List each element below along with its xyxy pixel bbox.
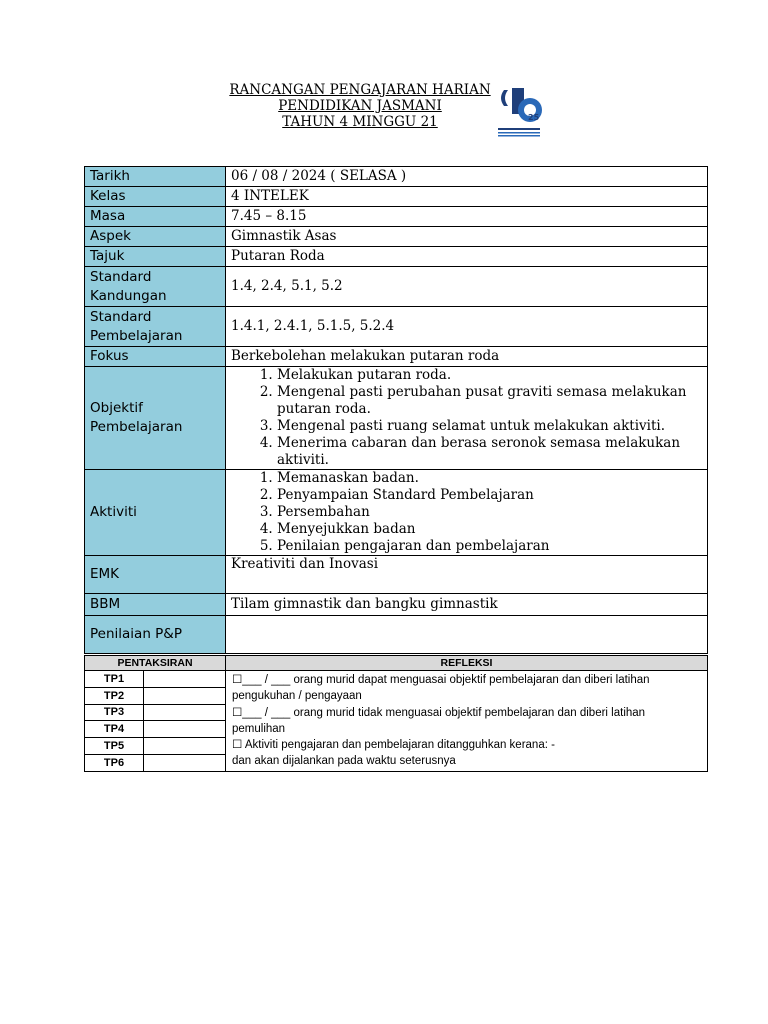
- value-standard-pembelajaran: 1.4.1, 2.4.1, 5.1.5, 5.2.4: [226, 307, 708, 347]
- tp-level: TP1: [85, 671, 144, 688]
- label-standard-pembelajaran-line1: Standard: [90, 308, 152, 325]
- label-aspek: Aspek: [85, 227, 226, 247]
- aktiviti-item: 4. Menyejukkan badan: [277, 521, 702, 538]
- label-penilaian: Penilaian P&P: [85, 616, 226, 654]
- value-objektif-pembelajaran: [226, 367, 708, 470]
- lesson-plan-table: [84, 166, 708, 654]
- aktiviti-item: 2. Penyampaian Standard Pembelajaran: [277, 487, 702, 504]
- label-standard-kandungan-line2: Kandungan: [90, 287, 167, 304]
- label-masa: Masa: [85, 207, 226, 227]
- objektif-item: 1. Melakukan putaran roda.: [277, 367, 702, 384]
- value-emk: Kreativiti dan Inovasi: [226, 556, 708, 594]
- value-tajuk: Putaran Roda: [226, 247, 708, 267]
- school-logo-icon: [494, 84, 544, 140]
- reflection-line: ☐ Aktiviti pengajaran dan pembelajaran ditangguhkan kerana: -: [232, 739, 555, 752]
- aktiviti-item: 5. Penilaian pengajaran dan pembelajaran: [277, 538, 702, 555]
- value-tarikh: 06 / 08 / 2024 ( SELASA ): [226, 167, 708, 187]
- value-fokus: Berkebolehan melakukan putaran roda: [226, 347, 708, 367]
- title-line-2: PENDIDIKAN JASMANI: [278, 98, 442, 114]
- label-aktiviti: Aktiviti: [85, 470, 226, 556]
- label-bbm: BBM: [85, 594, 226, 616]
- tp-level: TP2: [85, 687, 144, 704]
- objektif-item: 3. Mengenal pasti ruang selamat untuk melakukan aktiviti.: [277, 418, 702, 435]
- tp-level: TP3: [85, 704, 144, 721]
- tp-level: TP5: [85, 738, 144, 755]
- header-pentaksiran: PENTAKSIRAN: [85, 656, 226, 671]
- label-fokus: Fokus: [85, 347, 226, 367]
- label-objektif-line1: Objektif: [90, 400, 143, 416]
- reflection-line: dan akan dijalankan pada waktu seterusnya: [232, 755, 456, 768]
- value-penilaian: [226, 616, 708, 654]
- value-aspek: Gimnastik Asas: [226, 227, 708, 247]
- objektif-item: 4. Menerima cabaran dan berasa seronok semasa melakukan aktiviti.: [277, 435, 702, 469]
- label-standard-pembelajaran-line2: Pembelajaran: [90, 327, 183, 344]
- value-aktiviti: [226, 470, 708, 556]
- value-kelas: 4 INTELEK: [226, 187, 708, 207]
- tp-level: TP4: [85, 721, 144, 738]
- value-bbm: Tilam gimnastik dan bangku gimnastik: [226, 594, 708, 616]
- title-line-1: RANCANGAN PENGAJARAN HARIAN: [229, 82, 491, 98]
- value-standard-kandungan: 1.4, 2.4, 5.1, 5.2: [226, 267, 708, 307]
- aktiviti-item: 1. Memanaskan badan.: [277, 470, 702, 487]
- tp-count-cell[interactable]: [144, 754, 226, 771]
- reflection-line: ☐___ / ___ orang murid dapat menguasai objektif pembelajaran dan diberi latihan pengukuhan / pengayaan: [232, 674, 650, 703]
- aktiviti-list: [231, 470, 702, 555]
- tp-count-cell[interactable]: [144, 721, 226, 738]
- label-emk: EMK: [85, 556, 226, 594]
- label-objektif-line2: Pembelajaran: [90, 419, 183, 435]
- tp-count-cell[interactable]: [144, 671, 226, 688]
- tp-count-cell[interactable]: [144, 704, 226, 721]
- reflection-line: ☐___ / ___ orang murid tidak menguasai objektif pembelajaran dan diberi latihan pemulihan: [232, 706, 646, 735]
- value-masa: 7.45 – 8.15: [226, 207, 708, 227]
- aktiviti-item: 3. Persembahan: [277, 504, 702, 521]
- label-objektif-pembelajaran: [85, 367, 226, 470]
- header-refleksi: REFLEKSI: [226, 656, 708, 671]
- label-standard-pembelajaran: [85, 307, 226, 347]
- assessment-table: [84, 655, 708, 772]
- objektif-list: [231, 367, 702, 469]
- tp-count-cell[interactable]: [144, 687, 226, 704]
- reflection-cell: [226, 671, 708, 772]
- tp-count-cell[interactable]: [144, 738, 226, 755]
- label-standard-kandungan-line1: Standard: [90, 268, 152, 285]
- svg-text:25: 25: [528, 113, 540, 122]
- label-standard-kandungan: [85, 267, 226, 307]
- document-title: [180, 82, 540, 130]
- title-line-3: TAHUN 4 MINGGU 21: [282, 114, 438, 130]
- tp-level: TP6: [85, 754, 144, 771]
- label-tajuk: Tajuk: [85, 247, 226, 267]
- label-tarikh: Tarikh: [85, 167, 226, 187]
- objektif-item: 2. Mengenal pasti perubahan pusat graviti semasa melakukan putaran roda.: [277, 384, 702, 418]
- label-kelas: Kelas: [85, 187, 226, 207]
